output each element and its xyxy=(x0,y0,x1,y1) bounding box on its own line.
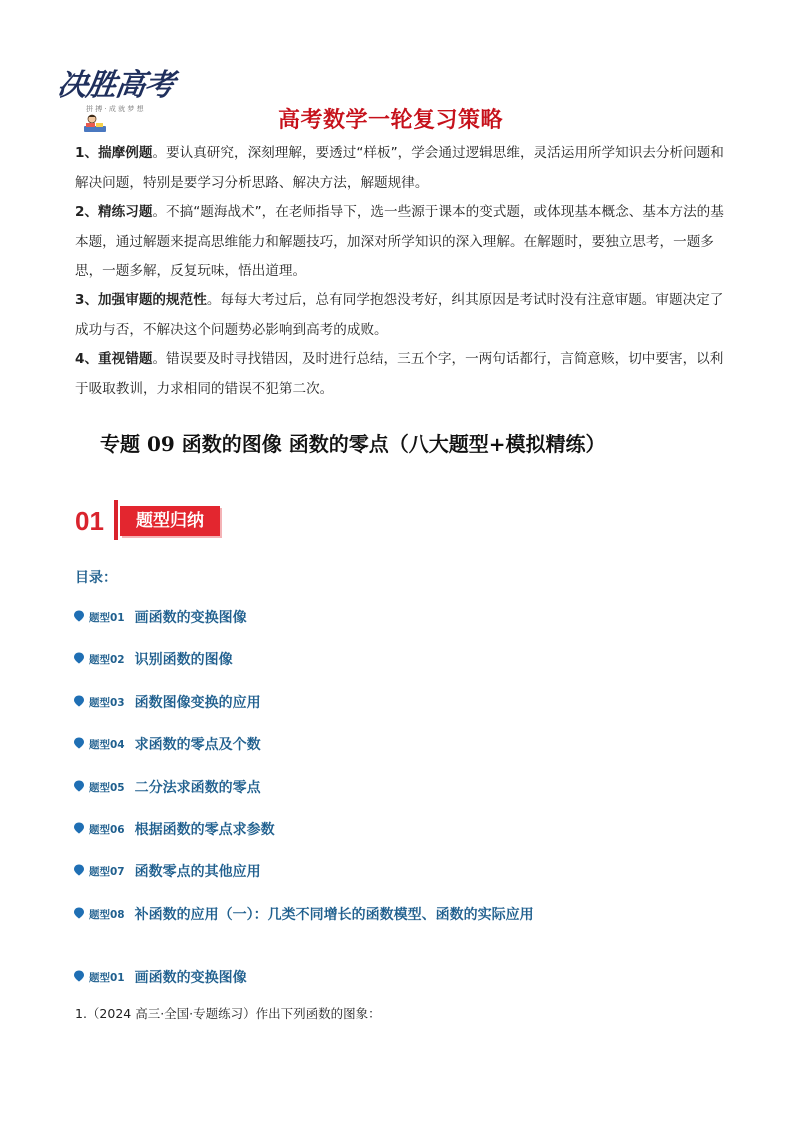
toc-title: 函数零点的其他应用 xyxy=(134,864,261,880)
toc-item-1[interactable] xyxy=(73,606,247,628)
strategy-lead: 3、加强审题的规范性 xyxy=(75,292,207,308)
location-pin-icon xyxy=(73,695,85,707)
location-pin-icon xyxy=(73,652,85,664)
toc-item-7[interactable] xyxy=(73,860,261,882)
logo-subtitle: 拼 搏 · 成 就 梦 想 xyxy=(86,105,144,113)
strategy-paragraph-3 xyxy=(75,286,725,345)
toc-tag: 题型05 xyxy=(89,781,125,794)
location-pin-icon xyxy=(73,907,85,919)
logo-text: 决胜高考 xyxy=(55,68,176,103)
strategy-paragraph-4 xyxy=(75,345,725,404)
toc-tag: 题型04 xyxy=(89,738,125,751)
section-divider xyxy=(114,500,118,540)
toc-tag: 题型01 xyxy=(89,611,125,624)
section-number: 01 xyxy=(75,506,104,536)
strategy-body: 。不搞“题海战术”，在老师指导下，选一些源于课本的变式题，或体现基本概念、基本方法的基本题，通过解题来提高思维能力和解题技巧，加深对所学知识的深入理解。在解题时，要独立思考，一题多思，一题多解，反复玩味，悟出道理。 xyxy=(75,204,724,279)
location-pin-icon xyxy=(73,780,85,792)
toc-title: 求函数的零点及个数 xyxy=(134,737,261,753)
toc-item-3[interactable] xyxy=(73,691,261,713)
strategy-body: 。要认真研究，深刻理解，要透过“样板”，学会通过逻辑思维，灵活运用所学知识去分析问题和解决问题，特别是要学习分析思路、解决方法，解题规律。 xyxy=(75,145,724,191)
toc-title: 画函数的变换图像 xyxy=(134,610,247,626)
location-pin-icon xyxy=(73,737,85,749)
toc-title: 补函数的应用（一）：几类不同增长的函数模型、函数的实际应用 xyxy=(134,907,534,923)
strategy-lead: 1、揣摩例题 xyxy=(75,145,153,161)
strategy-paragraph-1 xyxy=(75,139,725,198)
question-type-title: 画函数的变换图像 xyxy=(134,970,247,986)
question-type-tag: 题型01 xyxy=(89,971,125,984)
location-pin-icon xyxy=(73,822,85,834)
question-type-heading xyxy=(73,966,247,988)
strategy-body: 。错误要及时寻找错因，及时进行总结，三五个字，一两句话都行，言简意赅，切中要害，以利于吸取教训，力求相同的错误不犯第二次。 xyxy=(75,351,724,397)
location-pin-icon xyxy=(73,864,85,876)
toc-item-6[interactable] xyxy=(73,818,275,840)
toc-title: 根据函数的零点求参数 xyxy=(134,822,275,838)
strategy-lead: 2、精练习题 xyxy=(75,204,153,220)
question-1-text: 1.（2024 高三·全国·专题练习）作出下列函数的图象： xyxy=(75,1006,381,1021)
topic-title: 专题 09 函数的图像 函数的零点（八大题型+模拟精练） xyxy=(100,432,606,456)
toc-item-2[interactable] xyxy=(73,648,233,670)
toc-tag: 题型02 xyxy=(89,653,125,666)
main-title: 高考数学一轮复习策略 xyxy=(278,108,504,133)
logo xyxy=(55,60,176,140)
toc-item-5[interactable] xyxy=(73,776,261,798)
toc-tag: 题型07 xyxy=(89,865,125,878)
location-pin-icon xyxy=(73,610,85,622)
toc-tag: 题型06 xyxy=(89,823,125,836)
section-badge: 题型归纳 xyxy=(120,506,220,536)
toc-label: 目录： xyxy=(75,570,117,586)
strategy-body: 。每每大考过后，总有同学抱怨没考好，纠其原因是考试时没有注意审题。审题决定了成功与否，不解决这个问题势必影响到高考的成败。 xyxy=(75,292,724,338)
strategy-lead: 4、重视错题 xyxy=(75,351,153,367)
strategy-paragraph-2 xyxy=(75,198,725,287)
toc-title: 函数图像变换的应用 xyxy=(134,695,261,711)
toc-title: 识别函数的图像 xyxy=(134,652,233,668)
toc-item-8[interactable] xyxy=(73,903,534,925)
location-pin-icon xyxy=(73,970,85,982)
toc-title: 二分法求函数的零点 xyxy=(134,780,261,796)
student-figure-icon xyxy=(80,112,110,136)
toc-tag: 题型03 xyxy=(89,696,125,709)
toc-tag: 题型08 xyxy=(89,908,125,921)
toc-item-4[interactable] xyxy=(73,733,261,755)
